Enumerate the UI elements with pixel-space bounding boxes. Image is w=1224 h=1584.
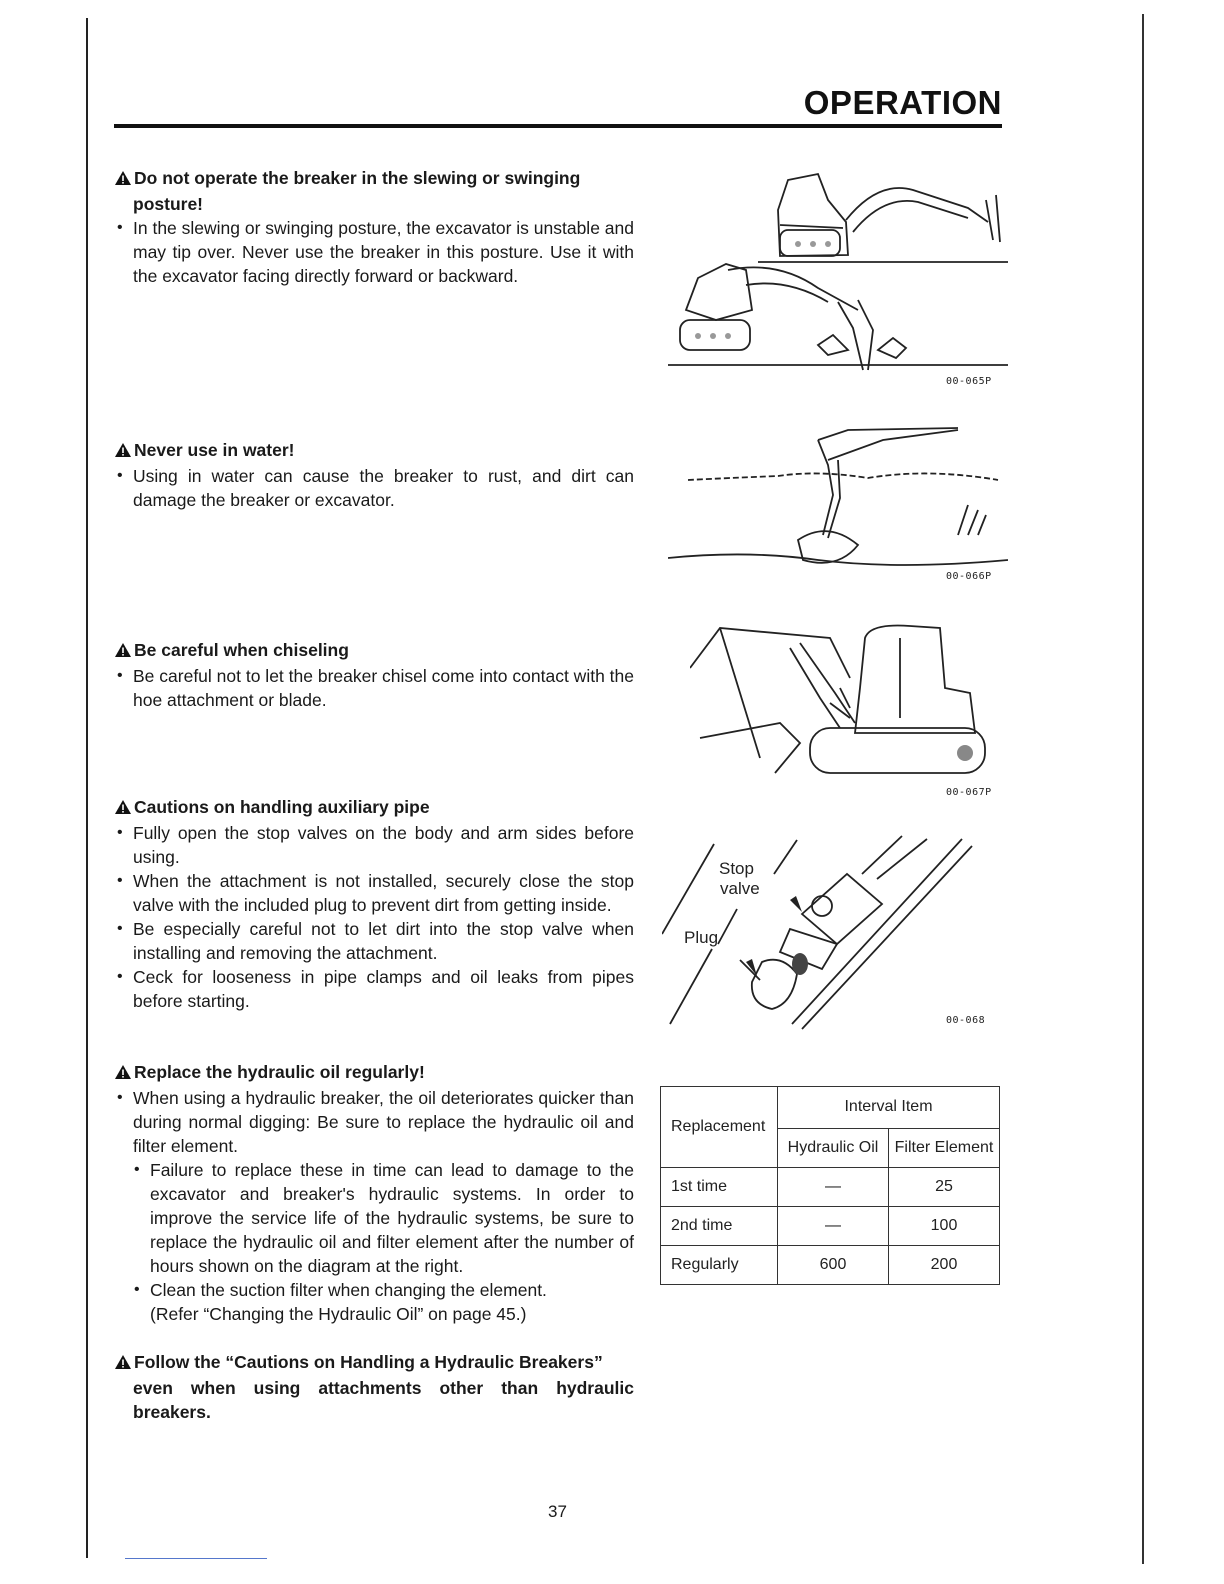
plug-label: Plug xyxy=(684,928,719,947)
list-item: • Be especially careful not to let dirt into the stop valve when installing and removing the attachment. xyxy=(114,917,634,965)
figure-code: 00-065P xyxy=(946,376,992,387)
section-hydraulic-oil xyxy=(114,1060,634,1326)
bullet-list xyxy=(114,821,634,1013)
list-item: • Be careful not to let the breaker chisel come into contact with the hoe attachment or blade. xyxy=(114,664,634,712)
header-rule xyxy=(114,124,1002,128)
page-border-left xyxy=(86,18,88,1558)
section-title: Cautions on handling auxiliary pipe xyxy=(114,795,634,821)
list-item: • Ceck for looseness in pipe clamps and oil leaks from pipes before starting. xyxy=(114,965,634,1013)
section-chiseling xyxy=(114,638,634,712)
warning-icon xyxy=(114,1352,134,1376)
page-reference-note: (Refer “Changing the Hydraulic Oil” on page 45.) xyxy=(150,1304,527,1324)
bullet-list xyxy=(114,216,634,288)
list-item: • When using a hydraulic breaker, the oil deteriorates quicker than during normal digging: Be sure to replace the hydraulic oil and filter element. xyxy=(114,1086,634,1158)
breaker-in-water-illustration xyxy=(668,420,1008,580)
list-item: • Failure to replace these in time can lead to damage to the excavator and breaker's hydraulic systems. In order to improve the service life of the hydraulic systems, be sure to replace the hydraulic oil and filter element after the number of hours shown on the diagram at the right. xyxy=(114,1158,634,1278)
list-item: • In the slewing or swinging posture, the excavator is unstable and may tip over. Never use the breaker in this posture. Use it with the excavator facing directly forward or backward. xyxy=(114,216,634,288)
list-item: • When the attachment is not installed, securely close the stop valve with the included plug to prevent dirt from getting inside. xyxy=(114,869,634,917)
table-header-interval: Interval Item xyxy=(778,1087,1000,1129)
section-title: Be careful when chiseling xyxy=(114,638,634,664)
page-number: 37 xyxy=(548,1502,567,1521)
section-water xyxy=(114,438,634,512)
figure-code: 00-068 xyxy=(946,1015,986,1026)
table-row: 2nd time — 100 xyxy=(661,1207,1000,1246)
page-title: OPERATION xyxy=(803,84,1002,121)
table-row: Regularly 600 200 xyxy=(661,1246,1000,1285)
table-header-oil: Hydraulic Oil xyxy=(778,1128,889,1168)
section-slewing xyxy=(114,166,634,288)
valve-label: valve xyxy=(720,879,760,898)
list-item: • Using in water can cause the breaker to rust, and dirt can damage the breaker or excavator. xyxy=(114,464,634,512)
table-row: 1st time — 25 xyxy=(661,1168,1000,1207)
chiseling-illustration xyxy=(690,608,990,788)
section-title: Do not operate the breaker in the slewing or swinging posture! xyxy=(114,166,634,216)
stop-valve-plug-illustration xyxy=(662,834,982,1034)
replacement-interval-table xyxy=(660,1086,1000,1285)
footer-line xyxy=(125,1558,267,1559)
warning-icon xyxy=(114,168,134,192)
figure-code: 00-066P xyxy=(946,571,992,582)
page-border-right xyxy=(1142,14,1144,1564)
section-title: Follow the “Cautions on Handling a Hydraulic Breakers” even when using attachments other than hydraulic breakers. xyxy=(114,1350,634,1424)
warning-icon xyxy=(114,640,134,664)
bullet-list xyxy=(114,1086,634,1158)
warning-icon xyxy=(114,1062,134,1086)
bullet-list xyxy=(114,664,634,712)
section-title: Replace the hydraulic oil regularly! xyxy=(114,1060,634,1086)
table-header-replacement: Replacement xyxy=(661,1087,778,1168)
sub-bullet-list xyxy=(114,1158,634,1302)
excavator-slewing-illustration xyxy=(668,160,1008,390)
list-item: • Fully open the stop valves on the body and arm sides before using. xyxy=(114,821,634,869)
section-other-attachments xyxy=(114,1350,634,1424)
section-auxiliary-pipe xyxy=(114,795,634,1013)
warning-icon xyxy=(114,797,134,821)
list-item: • Clean the suction filter when changing the element. xyxy=(114,1278,634,1302)
figure-code: 00-067P xyxy=(946,787,992,798)
section-title: Never use in water! xyxy=(114,438,634,464)
table-header-filter: Filter Element xyxy=(889,1128,1000,1168)
bullet-list xyxy=(114,464,634,512)
stop-label: Stop xyxy=(719,859,754,878)
warning-icon xyxy=(114,440,134,464)
